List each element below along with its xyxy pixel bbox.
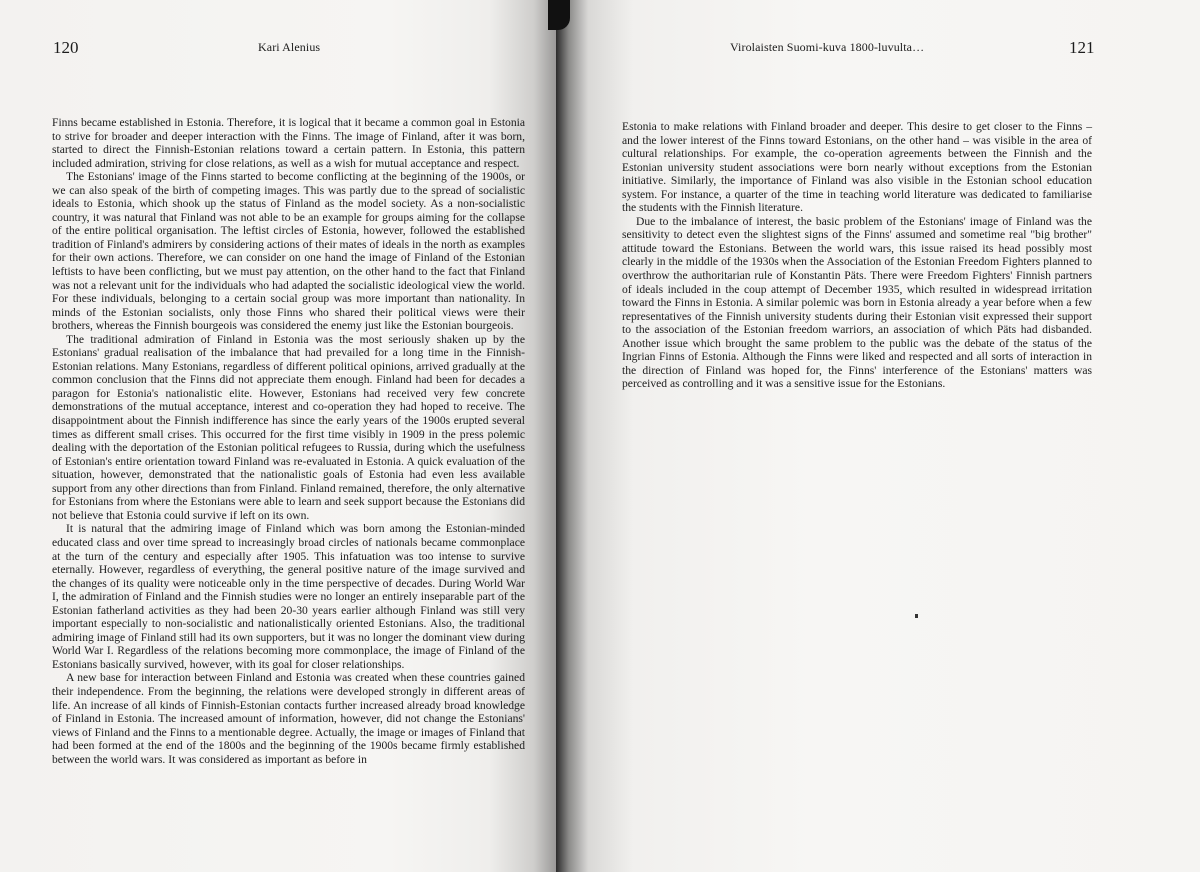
- right-page: [556, 0, 1200, 872]
- paragraph: Due to the imbalance of interest, the basic problem of the Estonians' image of Finland was the sensitivity to detect even the slightest signs of the Finns' assumed and sometime real "big brother" attitude toward the Estonians. Between the world wars, this issue raised its head possibly most clearly in the middle of the 1930s when the Association of the Estonian Freedom Fighters planned to overthrow the authoritarian rule of Konstantin Päts. There were Freedom Fighters' Finnish partners of ideals included in the coup attempt of December 1935, which resulted in widespread irritation toward the Finns in Estonia. A similar polemic was born in Estonia already a year before when a few representatives of the Finnish university students during their Estonian visit expressed their support to the association of the Estonian freedom warriors, an association of which Päts had disbanded. Another issue which brought the same problem to the public was the debate of the status of the Ingrian Finns of Estonia. Although the Finns were liked and respected and all sorts of interaction in the direction of Finland was hoped for, the Finns' interference of the Estonians' matters was perceived as controlling and it was a sensitive issue for the Estonians.: [622, 214, 1092, 391]
- left-page-number: 120: [53, 38, 79, 57]
- left-body-text: [52, 116, 525, 766]
- paragraph: Estonia to make relations with Finland broader and deeper. This desire to get closer to the Finns – and the lower interest of the Finns toward Estonians, on the other hand – was visible in the area of cultural relationships. For example, the co-operation agreements between the Finnish and the Estonian university student associations were born nearly without exceptions from the Estonian initiative. Similarly, the importance of Finland was also visible in the Estonian school education system. For instance, a quarter of the time in teaching world literature was dedicated to familiarise the students with the Finnish literature.: [622, 120, 1092, 215]
- paragraph: Finns became established in Estonia. Therefore, it is logical that it became a common goal in Estonia to strive for broader and deeper interaction with the Finns. The image of Finland, after it was born, started to direct the Finnish-Estonian relations toward a certain pattern. In Estonia, this pattern included admiration, striving for close relations, as well as a wish for mutual acceptance and respect.: [52, 116, 525, 170]
- spine-shadow: [548, 0, 570, 30]
- left-running-head: Kari Alenius: [258, 40, 321, 54]
- right-page-number: 121: [1069, 38, 1095, 57]
- right-running-head: Virolaisten Suomi-kuva 1800-luvulta…: [730, 40, 925, 54]
- right-body-text: [622, 120, 1092, 391]
- scan-speck: [915, 614, 918, 618]
- paragraph: It is natural that the admiring image of Finland which was born among the Estonian-minded educated class and over time spread to increasingly broad circles of nationals became commonplace at the turn of the century and especially after 1905. This infatuation was too intense to survive eternally. However, regardless of everything, the general positive nature of the image survived and the changes of its quality were noticeable only in the time perspective of decades. During World War I, the admiration of Finland and the Finnish studies were no longer an entirely inseparable part of the Estonian fatherland activities as they had been 20-30 years earlier although Finland was still very important especially to non-socialistic and nationalistically oriented Estonians. Also, the traditional admiring image of Finland still had its own supporters, but it was no longer the dominant view during World War I. Regardless of the relations becoming more commonplace, the image of Finland of the Estonians basically survived, however, with its goal for closer relationships.: [52, 522, 525, 671]
- left-page: [0, 0, 556, 872]
- paragraph: The Estonians' image of the Finns started to become conflicting at the beginning of the 1900s, or we can also speak of the birth of competing images. This was partly due to the spread of socialistic ideals to Estonia, which shook up the status of Finland as the model society. As a non-socialistic country, it was natural that Finland was not able to be an example for groups aiming for the collapse of the entire political organisation. The leftist circles of Estonia, however, followed the established tradition of Finland's admirers by considering actions of their mates of ideals in the north as examples for their own actions. Therefore, we can consider on one hand the image of Finland of the Estonian leftists to have been conflicting, but we must pay attention, on the other hand to the fact that Finland was not a relevant unit for the individuals who had adapted the socialistic ideological view the world. For these individuals, belonging to a certain social group was more important than nationality. In minds of the Estonian socialists, only those Finns who shared their political views were their brothers, whereas the Finnish bourgeois was considered the enemy just like the Estonian bourgeois.: [52, 170, 525, 333]
- paragraph: The traditional admiration of Finland in Estonia was the most seriously shaken up by the Estonians' gradual realisation of the imbalance that had prevailed for a long time in the Finnish-Estonian relations. Many Estonians, regardless of different political opinions, arrived gradually at the common conclusion that the Finns did not appreciate them enough. Finland had been for decades a paragon for Estonia's nationalistic elite. However, Estonians had received very few concrete demonstrations of the mutual acceptance, interest and co-operation they had hoped to receive. The disappointment about the Finnish indifference has since the early years of the 1900s erupted several times as different small crises. This occurred for the first time visibly in 1909 in the press polemic dealing with the deportation of the Estonian political refugees to Russia, during which the usefulness of Estonian's entire orientation toward Finland was re-evaluated in Estonia. A quick evaluation of the situation, however, demonstrated that the nationalistic goals of Estonia had even less available support from any other directions than from Finland. Finland remained, therefore, the only alternative for Estonians from where the Estonians were able to learn and seek support because the Estonians did not believe that Estonia could survive if left on its own.: [52, 332, 525, 522]
- paragraph: A new base for interaction between Finland and Estonia was created when these countries gained their independence. From the beginning, the relations were developed strongly in different areas of life. An increase of all kinds of Finnish-Estonian contacts further increased already broad knowledge of Finland in Estonia. The increased amount of information, however, did not change the Estonians' views of Finland and the Finns to a mentionable degree. Actually, the image or images of Finland that had been formed at the end of the 1800s and the beginning of the 1900s became firmly established between the world wars. It was considered as important as before in: [52, 671, 525, 766]
